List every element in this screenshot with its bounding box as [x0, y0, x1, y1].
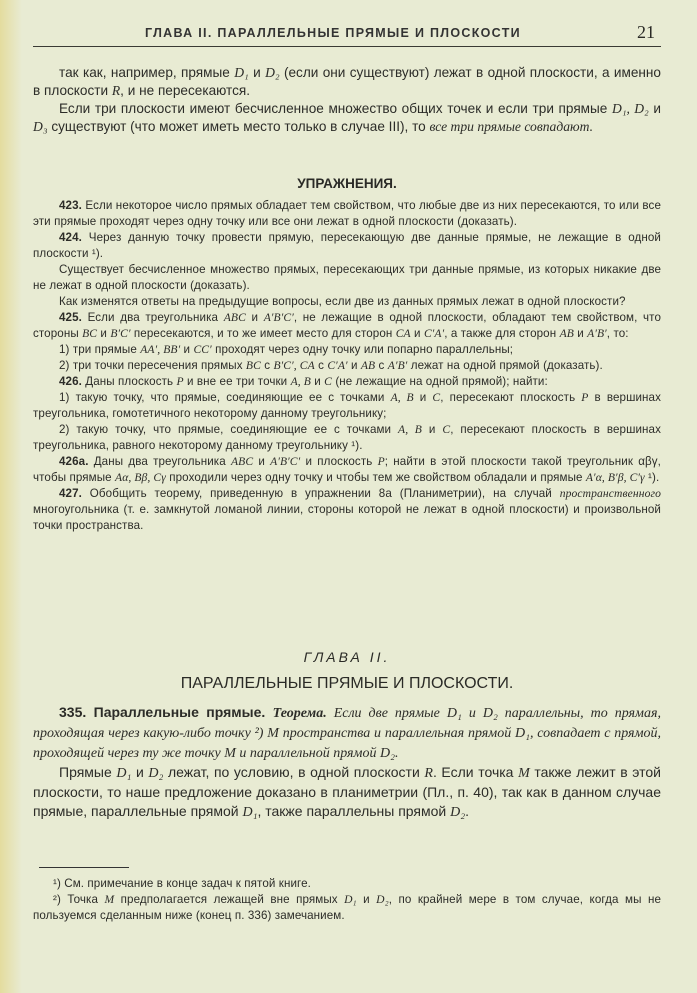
text-run: и [421, 423, 443, 436]
paragraph [33, 892, 661, 924]
text-run: D₂ [450, 805, 466, 820]
text-run: P [377, 455, 385, 468]
text-run: Теорема. [272, 706, 334, 721]
text-run: Прямые [59, 764, 117, 780]
text-run: ; найти в этой плоскости такой треугольник αβγ, чтобы прямые [33, 455, 662, 484]
text-run: , то: [606, 327, 629, 340]
text-run: D₁ [234, 65, 249, 80]
text-run: пространственного [559, 487, 661, 500]
text-run: многоугольника (т. е. замкнутой ломаной линии, стороны которой не лежат в одной плоскости) и произвольной точки пространства. [33, 503, 661, 532]
text-run: и [97, 327, 111, 340]
text-run: и [310, 375, 325, 388]
text-run: R [111, 83, 121, 98]
text-run: ABC [223, 311, 246, 324]
running-header [33, 22, 661, 47]
text-run: 1) три прямые [59, 343, 141, 356]
text-run: предполагается лежащей вне прямых [114, 893, 345, 906]
text-run: A′B′ [387, 359, 408, 372]
section-335 [33, 703, 661, 822]
text-run: C′A′ [327, 359, 348, 372]
text-run: , пересекают плоскость в вершинах треугольника, равного некоторому данному треугольнику ¹). [33, 423, 661, 452]
text-run: BC [82, 327, 98, 340]
text-run: C′A′ [423, 327, 445, 340]
text-run: BC [245, 359, 261, 372]
text-run: B′C′ [110, 327, 131, 340]
text-run: и [356, 893, 377, 906]
paragraph [33, 100, 661, 136]
text-run: ²) Точка [53, 893, 105, 906]
paragraph [33, 374, 661, 390]
text-run: D₁ [242, 805, 258, 820]
text-run: AA′, BB′ [140, 343, 181, 356]
paragraph [33, 230, 661, 262]
page-number: 21 [637, 22, 655, 42]
text-run: CC′ [193, 343, 212, 356]
text-run: C [442, 423, 451, 436]
text-run: Даны два треугольника [88, 455, 231, 468]
paragraph [33, 703, 661, 763]
paragraph [33, 763, 661, 822]
footnotes [33, 876, 661, 924]
text-run: , пересекают плоскость [440, 391, 582, 404]
page-edge [0, 0, 22, 993]
text-run: также лежит в этой плоскости, то наше предложение доказано в планиметрии (Пл., п. 40), так как в данном случае прямые, параллельные прямой [33, 764, 661, 819]
paragraph [33, 486, 661, 534]
text-run: AB [360, 359, 376, 372]
text-run: ABC [230, 455, 254, 468]
paragraph [33, 390, 661, 422]
paragraph [33, 876, 661, 892]
text-run: . Если точка [432, 764, 519, 780]
text-run: 423. [59, 199, 82, 212]
text-run: Обобщить теорему, приведенную в упражнении 8а (Планиметрии), на случай [81, 487, 560, 500]
text-run: Даны плоскость [81, 375, 177, 388]
text-run: A, B [390, 391, 414, 404]
text-run: A′B′C′ [263, 311, 294, 324]
text-run: Если две прямые D₁ и D₂ параллельны, то прямая, проходящая через какую-либо точку ²) M пространства и параллельная прямой D₁, совпадает с прямой, проходящей через ту же точку M и параллельной прямой D₂. [33, 706, 661, 761]
running-title: ГЛАВА II. ПАРАЛЛЕЛЬНЫЕ ПРЯМЫЕ И ПЛОСКОСТИ [145, 26, 521, 40]
text-run: ¹). [644, 471, 660, 484]
text-run: , также параллельны прямой [257, 803, 451, 819]
paragraph [33, 422, 661, 454]
text-run: C [432, 391, 441, 404]
text-run: с [375, 359, 388, 372]
text-run: D₂ [376, 893, 389, 906]
text-run: D₂ [148, 766, 164, 781]
paragraph [33, 358, 661, 374]
chapter-title: ПАРАЛЛЕЛЬНЫЕ ПРЯМЫЕ И ПЛОСКОСТИ. [180, 675, 514, 692]
text-run: , и не пересекаются. [120, 83, 251, 98]
text-run: A′B′C′ [270, 455, 301, 468]
text-run: P [176, 375, 184, 388]
exercises-list [33, 198, 661, 534]
text-run: 427. [59, 487, 82, 500]
text-run: Как изменятся ответы на предыдущие вопросы, если две из данных прямых лежат в одной плоскости? [59, 295, 626, 308]
text-run: и [248, 65, 266, 80]
text-run: лежат, по условию, в одной плоскости [163, 764, 425, 780]
text-run: лежат на одной прямой (доказать). [407, 359, 603, 372]
paragraph [33, 198, 661, 230]
text-run: M [104, 893, 115, 906]
text-run: AB [559, 327, 574, 340]
text-run: A, B [398, 423, 422, 436]
text-run: D₁, D₂ [612, 101, 649, 116]
text-run: R [424, 766, 433, 781]
text-run: и плоскость [300, 455, 378, 468]
text-run: C [324, 375, 333, 388]
text-run: (если они существуют) лежат в одной плоскости, а именно в плоскости [33, 65, 661, 98]
text-run: , по крайней мере в том случае, когда мы не пользуемся сделанным ниже (конец п. 336) замечанием. [33, 893, 662, 922]
text-run: Если некоторое число прямых обладает тем свойством, что любые две из них пересекаются, то или все эти прямые проходят через одну точку или все они лежат в одной плоскости (доказать). [33, 199, 661, 228]
text-run: и вне ее три точки [183, 375, 291, 388]
text-run: 424. [59, 231, 82, 244]
text-run: и [648, 101, 661, 116]
text-run: с [260, 359, 274, 372]
text-run: 426. [59, 375, 82, 388]
text-run: существуют (что может иметь место только в случае III), то [47, 119, 430, 134]
paragraph [33, 64, 661, 100]
text-run: все три прямые совпадают. [429, 119, 593, 134]
text-run: (не лежащие на одной прямой); найти: [332, 375, 548, 388]
text-run: A, B [290, 375, 311, 388]
intro-text [33, 64, 661, 136]
text-run: D₂ [265, 65, 280, 80]
text-run: D₁ [116, 766, 132, 781]
footnote-divider [39, 867, 129, 868]
text-run: 335. Параллельные прямые. [59, 704, 273, 720]
text-run: проходят через одну точку или попарно параллельны; [211, 343, 514, 356]
text-run: 426a. [59, 455, 89, 468]
text-run: с [314, 359, 328, 372]
text-run: и [245, 311, 264, 324]
text-run: A′α, B′β, C′γ [585, 471, 645, 484]
text-run: , не лежащие в одной плоскости, обладают тем свойством, что стороны [33, 311, 662, 340]
paragraph [33, 310, 661, 342]
text-run: и [180, 343, 194, 356]
text-run: 2) три точки пересечения прямых [59, 359, 246, 372]
text-run: пересекаются, и то же имеет место для сторон [130, 327, 396, 340]
text-run: Через данную точку провести прямую, пересекающую две данные прямые, не лежащие в одной плоскости ¹). [33, 231, 661, 260]
text-run: и [253, 455, 271, 468]
text-run: 425. [59, 311, 82, 324]
text-run: и [410, 327, 424, 340]
paragraph [33, 342, 661, 358]
text-run: Существует бесчисленное множество прямых, пересекающих три данные прямые, из которых никакие две не лежат в одной плоскости (доказать). [33, 263, 661, 292]
text-run: M [518, 766, 530, 781]
paragraph [33, 294, 661, 310]
text-run: . [465, 803, 470, 819]
text-run: D₃ [33, 119, 48, 134]
chapter-number: ГЛАВА II. [303, 649, 391, 665]
text-run: CA [395, 327, 411, 340]
text-run: 2) такую точку, что прямые, соединяющие ее с точками [59, 423, 399, 436]
text-run: Если два треугольника [81, 311, 224, 324]
text-run: Если три плоскости имеют бесчисленное множество общих точек и если три прямые [59, 101, 613, 116]
text-run: проходили через одну точку и чтобы тем же свойством обладали и прямые [165, 471, 586, 484]
text-run: и [347, 359, 361, 372]
text-run: так как, например, прямые [59, 65, 235, 80]
text-run: D₁ [344, 893, 357, 906]
paragraph [33, 262, 661, 294]
text-run: A′B′ [587, 327, 607, 340]
text-run: и [573, 327, 588, 340]
text-run: P [581, 391, 589, 404]
paragraph [33, 454, 661, 486]
text-run: и [131, 764, 149, 780]
text-run: B′C′, CA [273, 359, 315, 372]
text-run: Aα, Bβ, Cγ [115, 471, 166, 484]
text-run: ¹) См. примечание в конце задач к пятой книге. [53, 877, 311, 890]
text-run: , а также для сторон [444, 327, 560, 340]
text-run: и [413, 391, 433, 404]
exercises-heading: УПРАЖНЕНИЯ. [297, 176, 397, 191]
text-run: в вершинах треугольника, гомотетичного некоторому данному треугольнику; [33, 391, 662, 420]
text-run: 1) такую точку, что прямые, соединяющие ее с точками [59, 391, 391, 404]
